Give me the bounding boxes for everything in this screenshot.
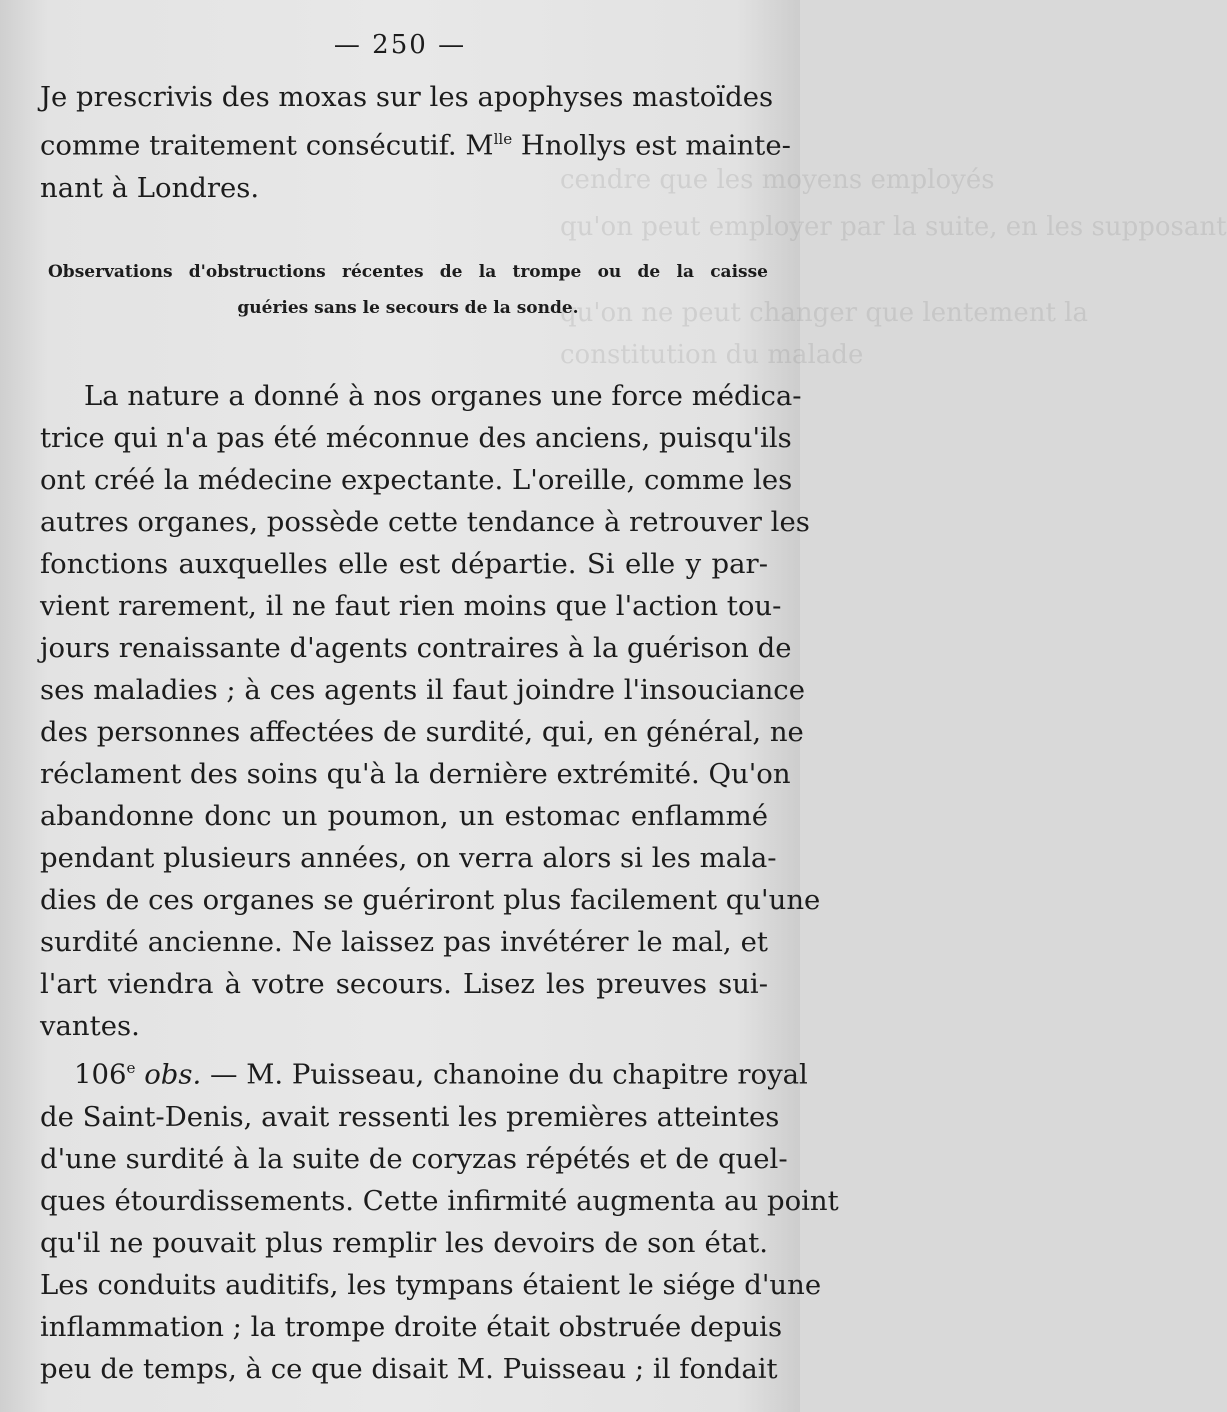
paragraph-line: réclament des soins qu'à la dernière extrémité. Qu'on bbox=[40, 758, 791, 790]
paragraph-line: jours renaissante d'agents contraires à la guérison de bbox=[40, 632, 792, 664]
observation-line: qu'il ne pouvait plus remplir les devoirs de son état. bbox=[40, 1226, 768, 1259]
paragraph-line: La nature a donné à nos organes une force médica- bbox=[84, 380, 802, 412]
show-through-text: constitution du malade bbox=[560, 340, 864, 370]
observation-line: de Saint-Denis, avait ressenti les premières atteintes bbox=[40, 1100, 780, 1133]
paragraph-line: fonctions auxquelles elle est départie. Si elle y par- bbox=[40, 548, 768, 580]
intro-line: Je prescrivis des moxas sur les apophyses mastoïdes bbox=[40, 81, 774, 113]
mlle-superscript: lle bbox=[493, 130, 513, 148]
section-heading-line2: guéries sans le secours de la sonde. bbox=[237, 298, 579, 318]
observation-line: ques étourdissements. Cette infirmité augmenta au point bbox=[40, 1184, 839, 1217]
observation-line: inflammation ; la trompe droite était obstruée depuis bbox=[40, 1310, 783, 1343]
paragraph-line: abandonne donc un poumon, un estomac enflammé bbox=[40, 800, 768, 832]
paragraph-line: des personnes affectées de surdité, qui, en général, ne bbox=[40, 716, 804, 748]
paragraph-line: ont créé la médecine expectante. L'oreille, comme les bbox=[40, 464, 793, 496]
section-heading-line1: Observations d'obstructions récentes de la trompe ou de la caisse bbox=[48, 262, 768, 282]
paragraph-line: dies de ces organes se guériront plus facilement qu'une bbox=[40, 884, 821, 916]
observation-line: Les conduits auditifs, les tympans étaient le siége d'une bbox=[40, 1268, 822, 1301]
observation-first-line: 106e obs. — M. Puisseau, chanoine du chapitre royal bbox=[74, 1058, 808, 1091]
observation-number-superscript: e bbox=[126, 1059, 136, 1077]
paragraph-line: vantes. bbox=[40, 1010, 140, 1042]
show-through-text: qu'on peut employer par la suite, en les supposant bbox=[560, 212, 1227, 242]
paragraph-line: surdité ancienne. Ne laissez pas invétérer le mal, et bbox=[40, 926, 768, 958]
show-through-text: qu'on ne peut changer que lentement la bbox=[560, 298, 1088, 328]
intro-line: nant à Londres. bbox=[40, 171, 260, 204]
observation-line: peu de temps, à ce que disait M. Puisseau ; il fondait bbox=[40, 1352, 778, 1385]
page-number: — 250 — bbox=[333, 30, 467, 60]
observation-label: obs. bbox=[144, 1058, 202, 1091]
paragraph-line: trice qui n'a pas été méconnue des anciens, puisqu'ils bbox=[40, 422, 792, 454]
paragraph-line: pendant plusieurs années, on verra alors si les mala- bbox=[40, 842, 777, 874]
paragraph-line: ses maladies ; à ces agents il faut joindre l'insouciance bbox=[40, 674, 805, 706]
paragraph-line: l'art viendra à votre secours. Lisez les preuves sui- bbox=[40, 968, 768, 1000]
section-heading bbox=[48, 254, 768, 326]
main-paragraph bbox=[40, 375, 821, 1047]
paragraph-line: autres organes, possède cette tendance à retrouver les bbox=[40, 506, 810, 538]
intro-line: comme traitement consécutif. $M^{lle}$ Hnollys est mainte- bbox=[40, 129, 791, 162]
observation-106 bbox=[40, 1047, 839, 1390]
observation-number: 106 bbox=[74, 1058, 127, 1091]
paragraph-line: vient rarement, il ne faut rien moins que l'action tou- bbox=[40, 590, 782, 622]
show-through-text: cendre que les moyens employés bbox=[560, 165, 995, 195]
observation-line: d'une surdité à la suite de coryzas répétés et de quel- bbox=[40, 1142, 788, 1175]
